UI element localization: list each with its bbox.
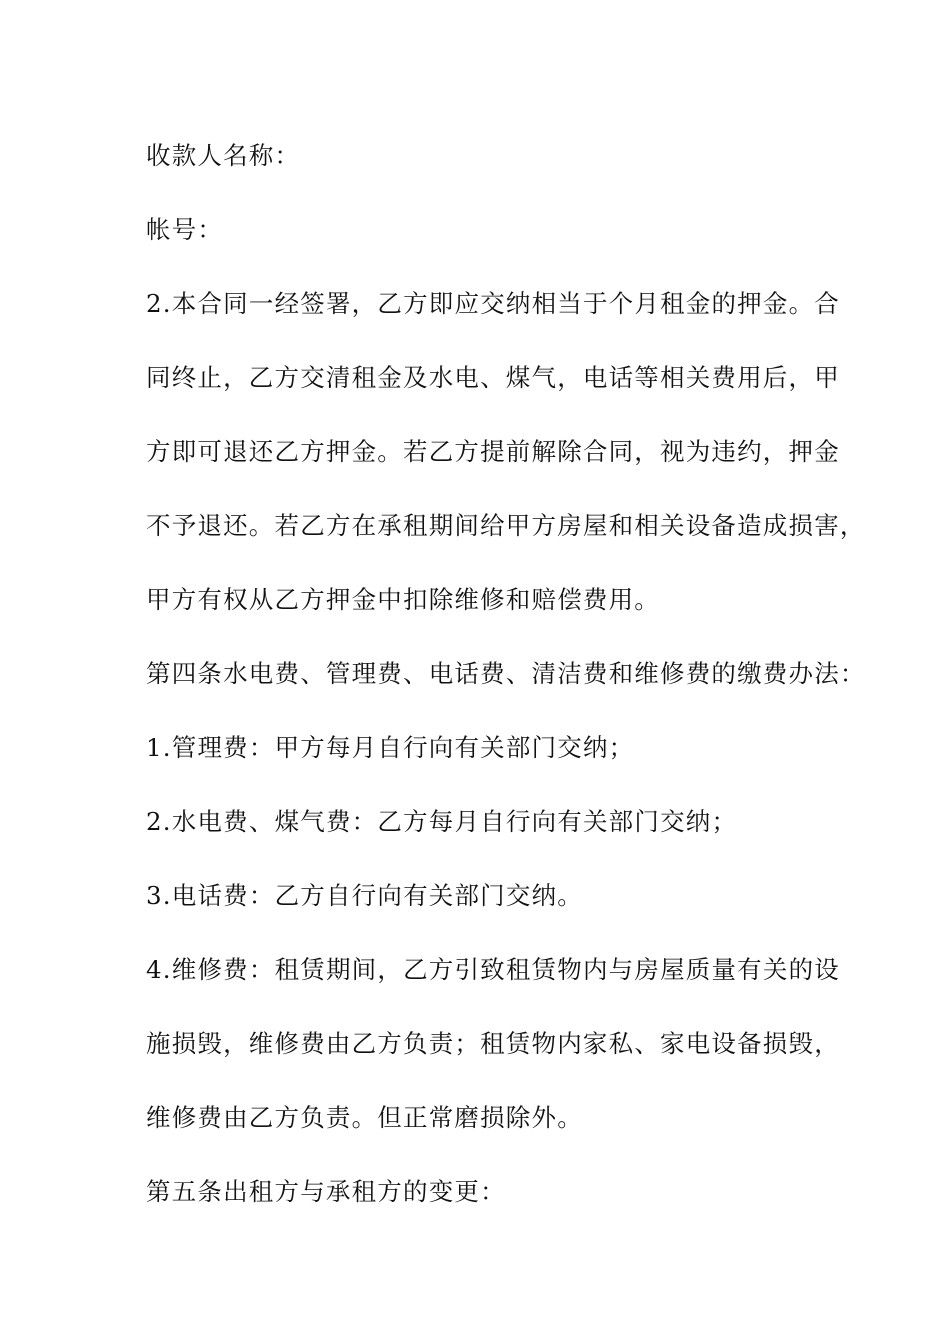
phone-fee-line: 3.电话费：乙方自行向有关部门交纳。 <box>146 881 583 910</box>
article-five-heading: 第五条出租方与承租方的变更： <box>146 1177 506 1206</box>
payee-name-line: 收款人名称： <box>146 141 301 170</box>
deposit-clause-line-5: 甲方有权从乙方押金中扣除维修和赔偿费用。 <box>146 585 660 614</box>
maintenance-fee-line-2: 施损毁，维修费由乙方负责；租赁物内家私、家电设备损毁， <box>146 1029 840 1058</box>
maintenance-fee-line-3: 维修费由乙方负责。但正常磨损除外。 <box>146 1103 583 1132</box>
account-number-line: 帐号： <box>146 215 224 244</box>
maintenance-fee-line-1: 4.维修费：租赁期间，乙方引致租赁物内与房屋质量有关的设 <box>146 955 840 984</box>
article-four-heading: 第四条水电费、管理费、电话费、清洁费和维修费的缴费办法： <box>146 659 866 688</box>
management-fee-line: 1.管理费：甲方每月自行向有关部门交纳； <box>146 733 635 762</box>
utility-fee-line: 2.水电费、煤气费：乙方每月自行向有关部门交纳； <box>146 807 738 836</box>
deposit-clause-line-2: 同终止，乙方交清租金及水电、煤气，电话等相关费用后，甲 <box>146 363 840 392</box>
deposit-clause-line-3: 方即可退还乙方押金。若乙方提前解除合同，视为违约，押金 <box>146 437 840 466</box>
deposit-clause-line-1: 2.本合同一经签署，乙方即应交纳相当于个月租金的押金。合 <box>146 289 840 318</box>
deposit-clause-line-4: 不予退还。若乙方在承租期间给甲方房屋和相关设备造成损害， <box>146 511 866 540</box>
document-page <box>146 126 866 1236</box>
